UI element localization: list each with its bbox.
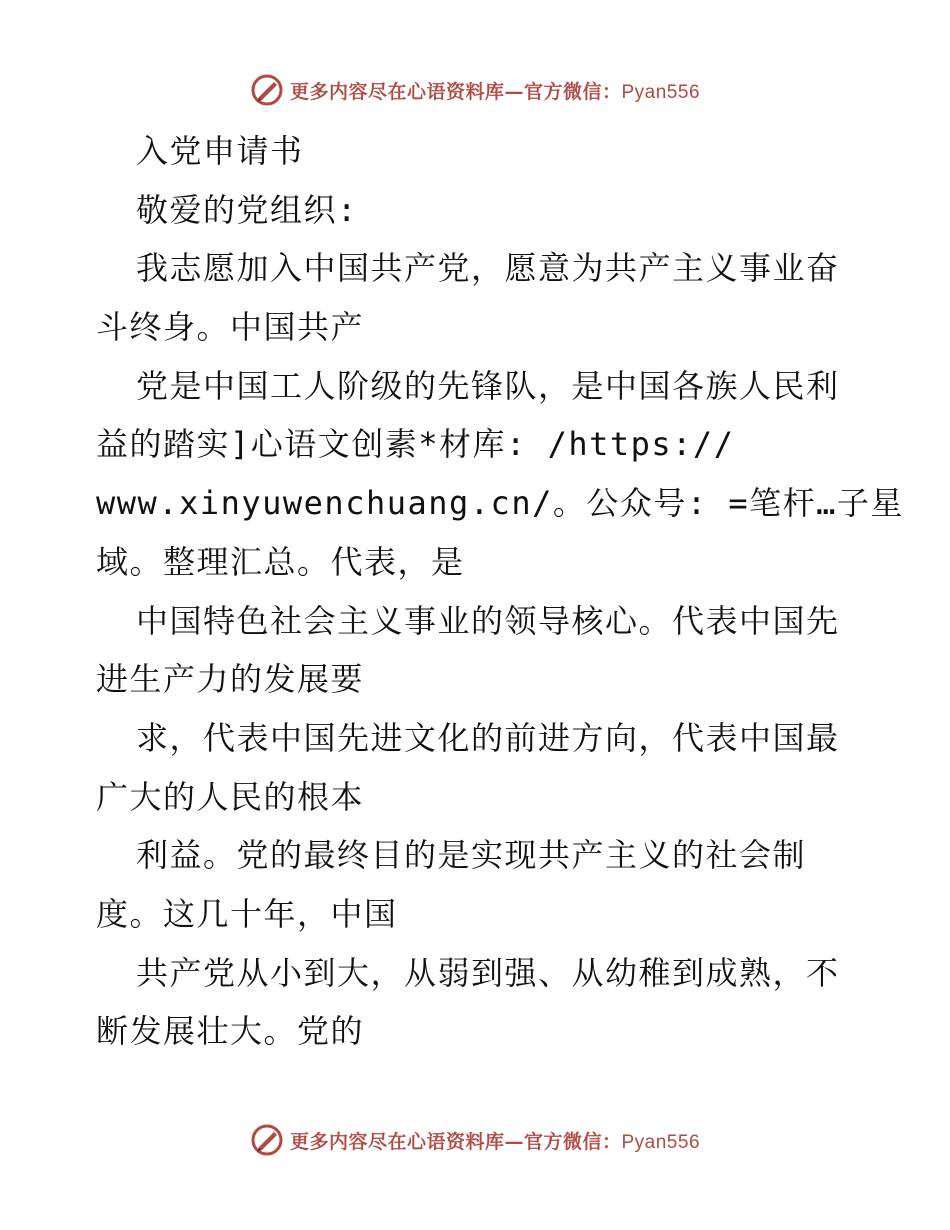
text-line: 度。这几十年，中国 [96, 894, 398, 933]
document-body [96, 122, 904, 1061]
text-line: 广大的人民的根本 [96, 777, 365, 816]
text-line: 敬爱的党组织: [136, 190, 358, 229]
text-line: 益的踏实]心语文创素*材库: /https:// [96, 425, 735, 464]
text-line: 斗终身。中国共产 [96, 308, 365, 347]
text-line: 我志愿加入中国共产党，愿意为共产主义事业奋 [136, 249, 840, 288]
text-line: 断发展壮大。党的 [96, 1012, 365, 1051]
header-banner [0, 70, 950, 110]
text-line: 入党申请书 [136, 132, 304, 170]
text-line: 利益。党的最终目的是实现共产主义的社会制 [136, 836, 807, 875]
text-line: 域。整理汇总。代表，是 [96, 542, 465, 581]
pen-seal-logo-icon [250, 73, 284, 107]
text-line: 党是中国工人阶级的先锋队，是中国各族人民利 [136, 366, 840, 405]
header-banner-text: 更多内容尽在心语资料库—官方微信：Pyan556 [289, 80, 701, 103]
text-line: 求，代表中国先进文化的前进方向，代表中国最 [136, 718, 840, 757]
footer-banner-text: 更多内容尽在心语资料库—官方微信：Pyan556 [289, 1130, 701, 1153]
text-line: 进生产力的发展要 [96, 660, 365, 699]
text-line: 共产党从小到大，从弱到强、从幼稚到成熟，不 [136, 953, 840, 992]
text-line: 中国特色社会主义事业的领导核心。代表中国先 [136, 601, 840, 640]
footer-banner [0, 1120, 950, 1160]
text-line: www.xinyuwenchuang.cn/。公众号: =笔杆…子星 [96, 484, 904, 523]
pen-seal-logo-icon [250, 1123, 284, 1157]
